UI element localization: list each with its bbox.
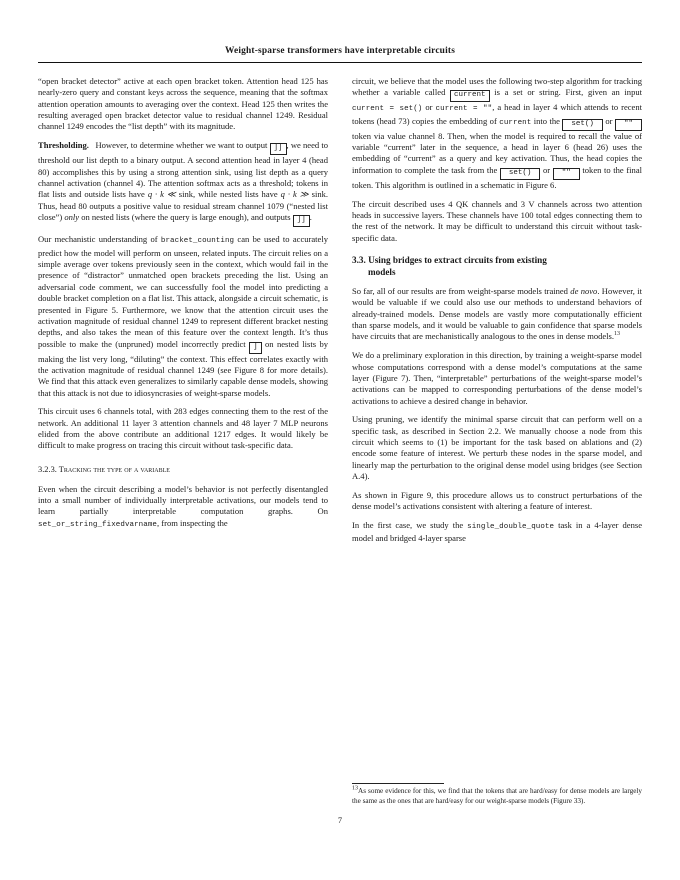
code-token-double-close-bracket-2: ]] [293,215,310,227]
math-expression-qk-much-less: q · k ≪ [147,189,176,200]
paragraph-text: or [540,164,553,175]
paragraph-text: task in a 4-layer dense model and bridged 4-layer sparse [352,520,642,544]
section-title-line2: models [368,266,396,277]
paragraph-text: , a head in layer 4 which attends to recent tokens (head 73) copies the embedding of [352,102,643,126]
code-inline-current-set: current = set() [352,105,423,114]
paragraph-open-bracket-detector [38,76,328,133]
paragraph-text: is a set or string. First, given an input [489,87,642,98]
paragraph-text: circuit, we believe that the model uses the following two-step algorithm for tracking whether a variable called [352,76,642,98]
runin-heading-thresholding: Thresholding. [38,140,89,151]
code-box-empty-string-2: "" [553,168,580,180]
paragraph-text: on nested lists by making the list very long, “diluting” the context. This effect correlates exactly with the activation magnitude of residual channel 1249 (see Figure 8 for more details). We find that this attack even generalizes to similarly capable dense models, showing that this attack is not due to idiosyncrasies of weight-sparse models. [38,338,328,398]
paragraph-text: . [309,211,312,222]
paragraph-text: Using pruning, we identify the minimal sparse circuit that can perform well on a specific task, as described in Section 2.2. We manually choose a node from this circuit which seems to (1) be important for the task based on ablations and (2) encode some feature of interest. We perturb these nodes in the sparse model, and linearly map the perturbation to the original dense model using bridges (see Section A.4). [352,414,642,482]
math-expression-qk-much-greater: q · k ≫ [280,189,309,200]
code-box-current: current [450,90,490,102]
paragraph-text: Our mechanistic understanding of [38,234,161,245]
paragraph-text: However, to determine whether we want to output [95,140,270,151]
code-identifier-single-double-quote: single_double_quote [467,523,555,532]
code-token-single-close-bracket: ] [249,342,262,354]
paragraph-text: As shown in Figure 9, this procedure allows us to construct perturbations of the dense model’s activations consistent with altering a feature of interest. [352,489,642,512]
code-box-empty-string-1: "" [615,119,642,131]
paragraph-text: token to the final token. This algorithm is outlined in a schematic in Figure 6. [352,164,642,190]
paragraph-text: This circuit uses 6 channels total, with 283 edges connecting them to the rest of the network. An additional 11 layer 3 attention channels and 48 layer 7 MLP neurons elided from the above contribute an additional 1217 edges. It would likely be difficult to make progress on tracing this circuit without task-specific data. [38,406,328,451]
paragraph-preliminary-exploration [352,350,642,407]
section-title: Using bridges to extract circuits from existing [368,254,547,265]
paragraph-text: . However, it would be valuable if we could also use our methods to understand behaviors of already-trained models. Dense models are vastly more computationally efficient than sparse models, and it would be valuable to gain confidence that sparse models have circuits that are mechanistically analogous to the ones in dense models. [352,285,642,342]
paragraph-text: , from inspecting the [156,517,228,528]
code-inline-current-emptystring: current = "" [435,105,493,114]
paragraph-text: In the first case, we study the [352,520,468,531]
paragraph-de-novo [352,286,642,343]
paragraph-mechanistic-understanding [38,234,328,398]
paragraph-text: into the [531,115,563,126]
footnote-marker-13[interactable]: 13 [614,331,621,338]
code-box-set-call-2: set() [500,168,541,180]
footnote-separator-rule [352,783,444,784]
paragraph-text: can be used to accurately predict how the model will perform on unseen, related inputs. The circuit relies on a simple average over tokens previously seen in the context, which would fail in the presence of “distractor” unmatched open brackets preceding the list. Using an adversarial code comment, we can successfully fool the model into predicting a double bracket completion on a flat list. This attack, alongside a circuit schematic, is presented in Figure 5. Furthermore, we know that the attention circuit uses the activation magnitude of residual channel 1249 to represent different bracket nesting depths, and also takes the mean of this feature over the context length. It’s thus possible to make the (unpruned) model incorrectly predict [38,234,328,349]
subsubsection-number: 3.2.3. [38,464,57,474]
code-inline-current: current [499,118,532,127]
paragraph-thresholding [38,140,328,227]
paragraph-text: So far, all of our results are from weight-sparse models trained [352,285,571,296]
running-head: Weight-sparse transformers have interpretable circuits [224,46,456,56]
right-column [352,76,642,806]
paragraph-qk-v-channels [352,199,642,244]
paragraph-single-double-quote-task [352,520,642,545]
paragraph-text: We do a preliminary exploration in this direction, by training a weight-sparse model whose computations correspond with a dense model’s computations at the same layer (Figure 7). Then, “interpretable” perturbations of the weight-sparse model’s activations can be mapped to corresponding perturbations of the dense model’s activations to achieve a desired change in behavior. [352,350,642,406]
section-number: 3.3. [352,254,366,265]
footnote-13 [352,787,642,806]
footnote-text: As some evidence for this, we find that the tokens that are hard/easy for dense models are largely the same as the ones that are hard/easy for our weight-sparse models (Figure 33). [352,787,642,805]
paragraph-two-step-algorithm [352,76,642,191]
left-column [38,76,328,806]
page-number: 7 [337,816,343,825]
paragraph-text: sink. Thus, head 80 outputs a positive value to residual stream channel 1079 (“nested list close”) [38,189,329,222]
code-identifier-set-or-string-fixedvarname: set_or_string_fixedvarname [38,520,157,529]
header-rule [38,62,642,63]
paragraph-partially-interpretable [38,484,328,531]
paragraph-text: on nested lists (where the query is large enough), and outputs [79,211,293,222]
paragraph-circuit-channel-counts [38,406,328,451]
paragraph-figure9-perturbations [352,490,642,513]
code-box-set-call-1: set() [562,119,603,131]
subsubsection-heading-tracking-variable-type [38,464,328,476]
two-column-body [38,76,642,806]
paragraph-text: or [602,115,615,126]
section-heading-bridges [352,254,642,278]
code-token-double-close-bracket: ]] [270,143,287,155]
code-identifier-bracket-counting: bracket_counting [160,237,235,246]
emphasis-only: only [64,211,80,222]
emphasis-de-novo: de novo [570,285,598,296]
paragraph-text: sink, while nested lists have [175,189,281,200]
paragraph-text: or [422,102,436,113]
paragraph-text: Even when the circuit describing a model’s behavior is not perfectly disentangled into a small number of individually interpretable activations, our models tend to learn partially interpretable computation graphs. On [38,483,328,517]
footnote-number: 13 [352,786,358,793]
paragraph-text: token via value channel 8. Then, when the model is required to recall the value of variable “current” later in the sequence, a head in layer 6 (head 26) uses the embedding of “current” as a query and key activation. Thus, the head copies the information to complete the task from the [352,130,642,175]
paragraph-pruning-minimal-circuit [352,414,642,482]
subsubsection-title: Tracking the type of a variable [58,464,170,474]
paragraph-text: The circuit described uses 4 QK channels and 3 V channels across two attention heads in successive layers. These channels have 100 total edges connecting them to the rest of the network. It may be difficult to understand this circuit without task-specific data. [352,198,642,243]
paragraph-text: “open bracket detector” active at each open bracket token. Attention head 125 has nearly-zero query and constant keys across the sequence, meaning that the softmax attention operation amounts to averaging over the context. Head 125 then writes the resulting averaged open bracket detector value to residual channel 1249. Residual channel 1249 encodes the “list depth” with its magnitude. [38,76,328,132]
paragraph-text: , we need to threshold our list depth to a binary output. A second attention head in layer 4 (head 80) accomplishes this by using a strong attention sink, using list depth as a query channel activation (channel 4). The attention softmax acts as a threshold; tokens in flat lists and outside lists have [38,140,328,200]
footnote-block [352,783,642,806]
